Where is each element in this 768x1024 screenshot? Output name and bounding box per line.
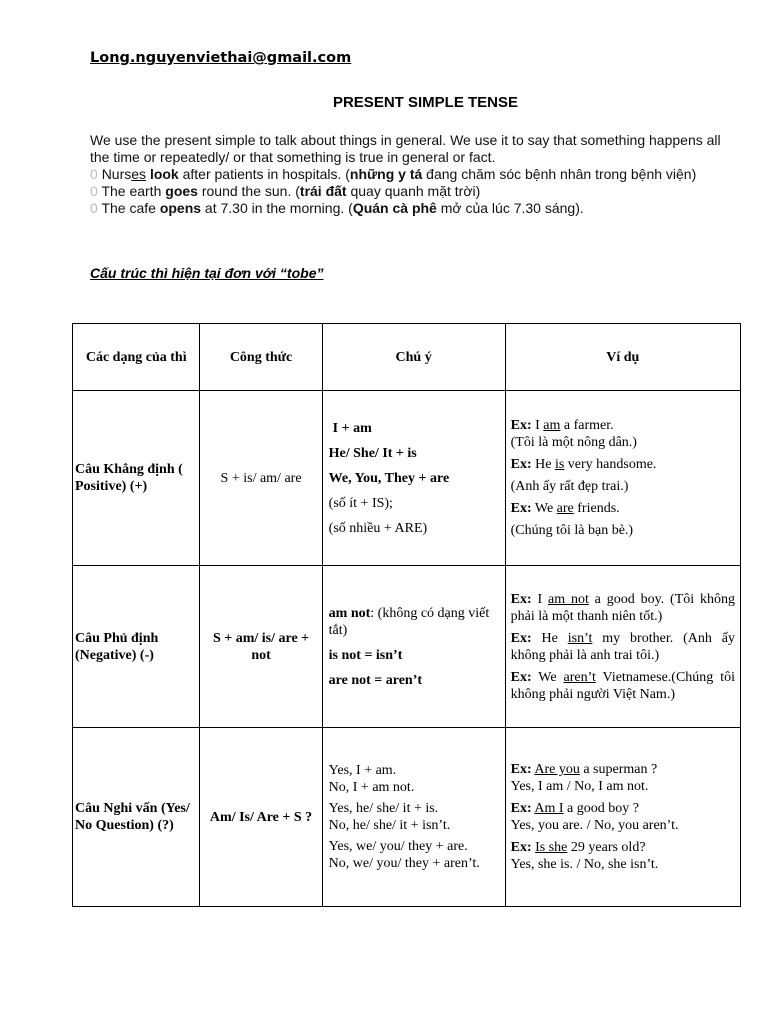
intro-paragraph: We use the present simple to talk about things in general. We use it to say that something happens all the time or repeatedly/ or that something is true in general or fact. xyxy=(90,132,721,165)
example-sentence: Ex: I am a farmer. (Tôi là một nông dân.) xyxy=(510,418,637,450)
intro-section xyxy=(90,132,730,217)
examples-cell xyxy=(505,566,740,728)
example-translation: (Chúng tôi là bạn bè.) xyxy=(510,523,634,538)
form-type-cell: Câu Nghi vấn (Yes/ No Question) (?) xyxy=(73,728,200,907)
notes-cell: I + am He/ She/ It + is We, You, They + are (số ít + IS); (số nhiều + ARE) xyxy=(322,391,505,566)
table-row xyxy=(73,728,741,907)
bullet-icon: 0 xyxy=(90,200,98,216)
example-sentence: Ex: Is she 29 years old? Yes, she is. / No, she isn’t. xyxy=(510,840,659,872)
example-sentence: Ex: I am not a good boy. (Tôi không phải là một thanh niên tốt.) xyxy=(510,591,735,624)
formula-cell: Am/ Is/ Are + S ? xyxy=(200,728,322,907)
table-row xyxy=(73,391,741,566)
bullet-icon: 0 xyxy=(90,166,98,182)
examples-cell xyxy=(505,728,740,907)
form-type-cell: Câu Phủ định (Negative) (-) xyxy=(73,566,200,728)
notes-cell: Yes, I + am. No, I + am not. Yes, he/ she/ it + is. No, he/ she/ it + isn’t. Yes, we/ you/ they + are. No, we/ you/ they + aren’t. xyxy=(322,728,505,907)
example-sentence: Ex: Am I a good boy ? Yes, you are. / No, you aren’t. xyxy=(510,801,679,833)
example-translation: (Anh ấy rất đẹp trai.) xyxy=(510,479,629,494)
example-line: 0 The earth goes round the sun. (trái đất quay quanh mặt trời) xyxy=(90,183,481,199)
column-header: Các dạng của thì xyxy=(73,324,200,391)
example-sentence: Ex: He isn’t my brother. (Anh ấy không phải là anh trai tôi.) xyxy=(510,630,735,663)
example-line: 0 The cafe opens at 7.30 in the morning. (Quán cà phê mở của lúc 7.30 sáng). xyxy=(90,200,584,216)
example-sentence: Ex: We are friends. xyxy=(510,501,620,516)
column-header: Ví dụ xyxy=(505,324,740,391)
author-email[interactable]: Long.nguyenviethai@gmail.com xyxy=(90,50,352,66)
column-header: Công thức xyxy=(200,324,322,391)
section-heading: Cấu trúc thì hiện tại đơn với “tobe” xyxy=(90,265,324,281)
example-line: 0 Nurses look after patients in hospitals. (những y tá đang chăm sóc bệnh nhân trong bệnh viện) xyxy=(90,166,697,182)
table-row xyxy=(73,566,741,728)
formula-cell: S + is/ am/ are xyxy=(200,391,322,566)
example-sentence: Ex: He is very handsome. xyxy=(510,457,657,472)
formula-cell: S + am/ is/ are + not xyxy=(200,566,322,728)
bullet-icon: 0 xyxy=(90,183,98,199)
form-type-cell: Câu Khẳng định ( Positive) (+) xyxy=(73,391,200,566)
example-sentence: Ex: We aren’t Vietnamese.(Chúng tôi không phải người Việt Nam.) xyxy=(510,669,735,702)
page-title: PRESENT SIMPLE TENSE xyxy=(332,94,519,111)
example-sentence: Ex: Are you a superman ? Yes, I am / No, I am not. xyxy=(510,762,658,794)
grammar-table xyxy=(72,323,741,907)
table-header-row xyxy=(73,324,741,391)
examples-cell xyxy=(505,391,740,566)
notes-cell: am not: (không có dạng viết tắt) is not = isn’t are not = aren’t xyxy=(322,566,505,728)
column-header: Chú ý xyxy=(322,324,505,391)
